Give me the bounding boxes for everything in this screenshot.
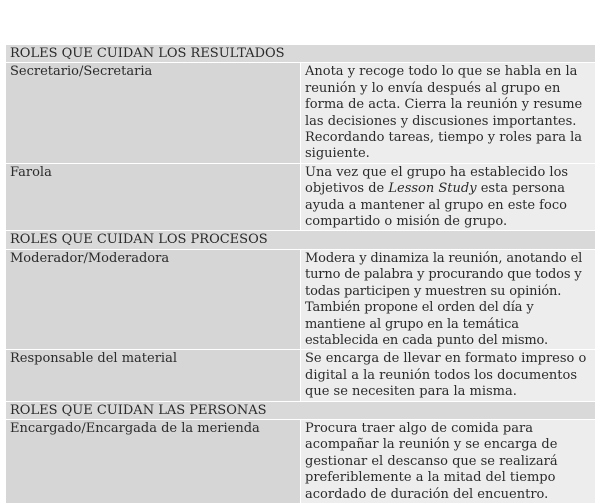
description-text: esta persona ayuda a mantener al grupo en este foco compartido o misión de grupo. [305,181,567,230]
role-name: Farola [6,163,301,231]
table-row [6,63,596,163]
role-description [301,163,596,231]
role-name: Moderador/Moderadora [6,249,301,349]
role-name: Encargado/Encargada de la merienda [6,419,301,503]
section-header-row [6,231,596,249]
section-header-row [6,45,596,63]
description-text: Una vez que el grupo ha establecido los objetivos de [305,164,569,197]
section-header-resultados: ROLES QUE CUIDAN LOS RESULTADOS [6,45,596,63]
emphasized-term: Lesson Study [388,181,477,197]
roles-table [5,44,596,504]
section-header-row [6,401,596,419]
table-row [6,249,596,349]
role-description: Anota y recoge todo lo que se habla en la reunión y lo envía después al grupo en forma de acta. Cierra la reunión y resume las decisiones y discusiones importantes. Recordando tareas, tiempo y roles para la siguiente. [301,63,596,163]
section-header-procesos: ROLES QUE CUIDAN LOS PROCESOS [6,231,596,249]
table-row [6,163,596,231]
role-description: Procura traer algo de comida para acompañar la reunión y se encarga de gestionar el descanso que se realizará preferiblemente a la mitad del tiempo acordado de duración del encuentro. [301,419,596,503]
table-row [6,350,596,401]
role-description: Se encarga de llevar en formato impreso o digital a la reunión todos los documentos que se necesiten para la misma. [301,350,596,401]
role-name: Responsable del material [6,350,301,401]
role-description: Modera y dinamiza la reunión, anotando el turno de palabra y procurando que todos y todas participen y muestren su opinión. También propone el orden del día y mantiene al grupo en la temática establecida en cada punto del mismo. [301,249,596,349]
section-header-personas: ROLES QUE CUIDAN LAS PERSONAS [6,401,596,419]
table-row [6,419,596,503]
role-name: Secretario/Secretaria [6,63,301,163]
